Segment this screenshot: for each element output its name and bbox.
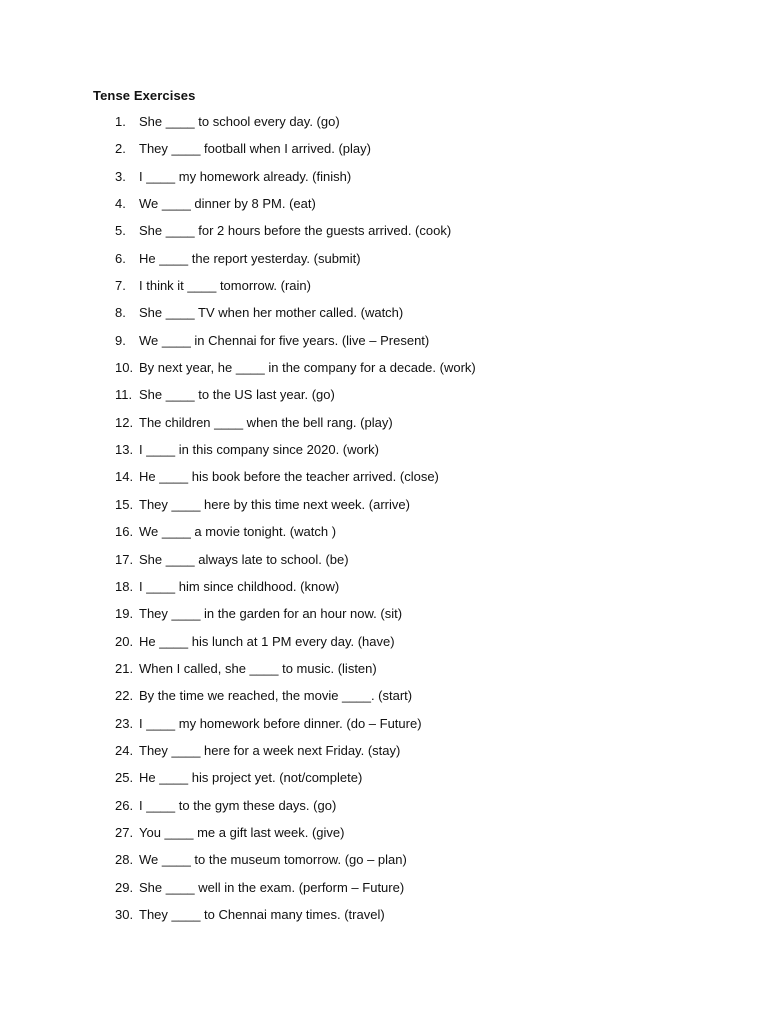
exercise-number: 16. [115, 524, 134, 540]
exercise-text: She ____ to school every day. (go) [139, 114, 340, 129]
exercise-text: He ____ his book before the teacher arrived. (close) [139, 469, 439, 485]
exercise-number: 9. [115, 332, 126, 348]
exercise-number: 21. [115, 660, 134, 676]
exercise-number: 25. [115, 770, 134, 786]
exercise-number: 1. [115, 114, 126, 129]
exercise-number: 29. [115, 879, 134, 895]
exercise-text: She ____ TV when her mother called. (watch) [139, 305, 404, 321]
exercise-number: 8. [115, 305, 126, 321]
exercise-number: 27. [115, 824, 134, 840]
exercise-number: 7. [115, 278, 126, 294]
exercise-number: 19. [115, 606, 134, 622]
exercise-text: They ____ here for a week next Friday. (stay) [139, 742, 401, 758]
page-title: Tense Exercises [93, 88, 196, 103]
exercise-text: I ____ in this company since 2020. (work) [139, 442, 379, 458]
exercise-number: 4. [115, 196, 126, 212]
exercise-text: I think it ____ tomorrow. (rain) [139, 278, 311, 294]
exercise-text: She ____ to the US last year. (go) [139, 387, 335, 403]
exercise-text: They ____ in the garden for an hour now. (sit) [139, 606, 403, 622]
exercise-text: He ____ the report yesterday. (submit) [139, 250, 361, 266]
exercise-text: She ____ for 2 hours before the guests arrived. (cook) [139, 223, 452, 239]
exercise-number: 2. [115, 141, 126, 157]
exercise-text: They ____ here by this time next week. (arrive) [139, 496, 410, 512]
exercise-text: I ____ him since childhood. (know) [139, 578, 340, 594]
exercise-number: 24. [115, 742, 134, 758]
exercise-number: 26. [115, 797, 134, 813]
exercise-number: 10. [115, 360, 134, 376]
exercise-text: We ____ dinner by 8 PM. (eat) [139, 196, 316, 212]
exercise-text: By the time we reached, the movie ____. (start) [139, 688, 413, 704]
exercise-text: I ____ my homework already. (finish) [139, 168, 352, 184]
exercise-text: She ____ always late to school. (be) [139, 551, 349, 567]
exercise-text: You ____ me a gift last week. (give) [139, 824, 345, 840]
exercise-number: 30. [115, 906, 134, 922]
exercise-text: I ____ to the gym these days. (go) [139, 797, 337, 813]
exercise-number: 15. [115, 496, 134, 512]
exercise-number: 3. [115, 168, 126, 184]
exercise-number: 17. [115, 551, 134, 567]
exercise-number: 22. [115, 688, 134, 704]
exercise-number: 23. [115, 715, 134, 731]
exercise-number: 20. [115, 633, 134, 649]
exercise-text: He ____ his lunch at 1 PM every day. (have) [139, 633, 395, 649]
exercise-text: We ____ a movie tonight. (watch ) [139, 524, 337, 540]
exercise-text: He ____ his project yet. (not/complete) [139, 770, 363, 786]
exercise-number: 28. [115, 852, 134, 868]
exercise-number: 5. [115, 223, 126, 239]
exercise-number: 6. [115, 250, 126, 266]
exercise-text: We ____ in Chennai for five years. (live – Present) [139, 332, 430, 348]
exercise-number: 12. [115, 414, 134, 430]
exercise-number: 11. [115, 387, 133, 403]
exercise-text: They ____ to Chennai many times. (travel) [139, 906, 385, 922]
exercise-text: The children ____ when the bell rang. (play) [139, 414, 393, 430]
exercise-text: When I called, she ____ to music. (listen) [139, 660, 377, 676]
exercise-number: 18. [115, 578, 134, 594]
exercise-text: They ____ football when I arrived. (play) [139, 141, 371, 157]
exercise-text: By next year, he ____ in the company for a decade. (work) [139, 360, 476, 376]
exercise-number: 14. [115, 469, 134, 485]
exercise-text: I ____ my homework before dinner. (do – Future) [139, 715, 422, 731]
exercise-text: She ____ well in the exam. (perform – Future) [139, 879, 405, 895]
exercise-number: 13. [115, 442, 134, 458]
exercise-text: We ____ to the museum tomorrow. (go – plan) [139, 852, 407, 868]
